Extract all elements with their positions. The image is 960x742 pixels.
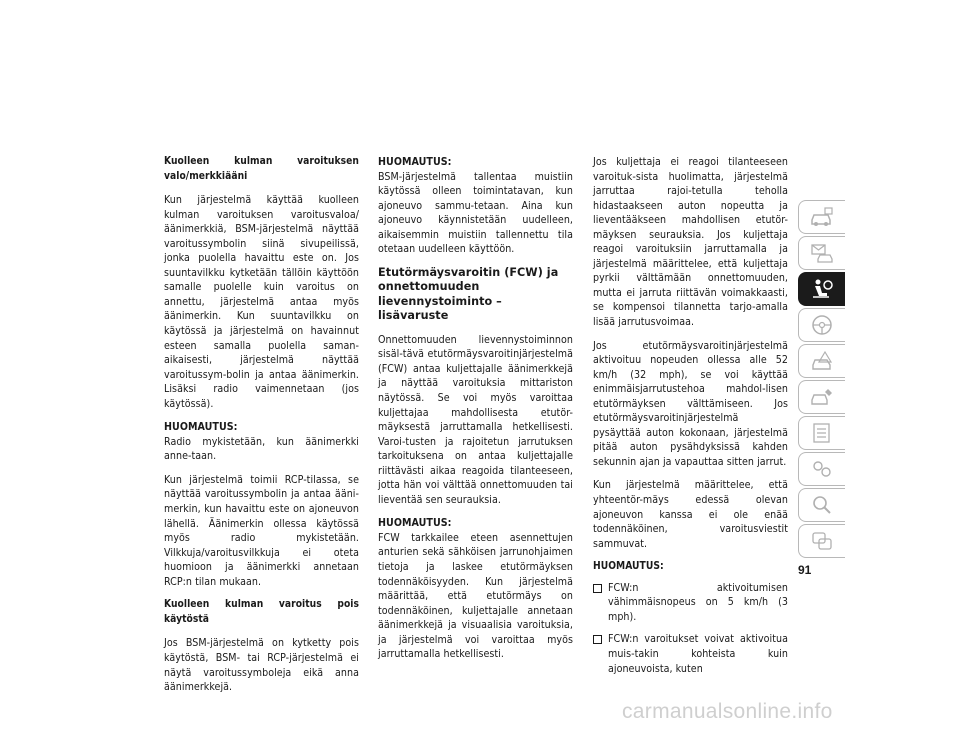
- bullet-list: [593, 581, 788, 676]
- language-icon: [809, 529, 835, 553]
- list-item-text: FCW:n varoitukset voivat aktivoitua muis-takin kohteista kuin ajoneuvoista, kuten: [608, 633, 788, 675]
- paragraph: Onnettomuuden lievennystoiminnon sisäl-tävä etutörmäysvaroitinjärjestelmä (FCW) antaa kuljettajalle äänimerkkejä ja näyttää varoituksia mittariston näytössä. Se voi myös varoittaa kuljettajaa mahdollisesta etutör-mäyksestä jarruttamalla hetkellisesti. Varoi-tusten ja rajoitetun jarrutuksen tarkoituksena on antaa kuljettajalle riittävästi aikaa reagoida tilanteeseen, jotta hän voi välttää onnettomuuden tai lieventää sen seurauksia.: [378, 333, 573, 506]
- steering-wheel-icon: [809, 313, 835, 337]
- tab-specifications[interactable]: [798, 416, 845, 450]
- note: [378, 155, 573, 257]
- paragraph: Kun järjestelmä toimii RCP-tilassa, se näyttää varoitussymbolin ja antaa ääni-merkin, kun havaittu este on ajoneuvon lähellä. Äänimerkin ollessa käytössä myös radio mykistetään. Vilkkuja/varoitusvilkkuja ei oteta huomioon ja äänimerkki annetaan RCP:n tilan mukaan.: [164, 473, 359, 588]
- section-title: Etutörmäysvaroitin (FCW) ja onnettomuuden lievennystoiminto – lisävaruste: [378, 265, 559, 323]
- note-text: FCW tarkkailee eteen asennettujen anturien sekä sähköisen jarrunohjaimen tietoja ja laskee etutörmäyksen todennäköisyyden. Kun järjestelmä määrittää, että etutörmäys on todennäköinen, kuljettajalle annetaan äänimerkkejä ja visuaalisia varoituksia, ja järjestelmä voi varoittaa myös jarruttamalla hetkellisesti.: [378, 531, 573, 661]
- watermark: carmanualsonline.info: [622, 700, 833, 723]
- list-item: [593, 581, 788, 625]
- note-label: HUOMAUTUS:: [378, 156, 452, 168]
- paragraph: Jos etutörmäysvaroitinjärjestelmä aktivoituu nopeuden ollessa alle 52 km/h (32 mph), se voi käyttää enimmäisjarrutustehoa mahdol-lisen etutörmäyksen välttämiseen. Jos etutörmäysvaroitinjärjestelmä pysäyttää auton kokonaan, järjestelmä pitää auton pysähdyksissä kahden sekunnin ajan ja vapauttaa sitten jarrut.: [593, 339, 788, 468]
- note-label: HUOMAUTUS:: [593, 561, 664, 573]
- note-label: HUOMAUTUS:: [164, 421, 238, 434]
- note: [164, 420, 359, 464]
- list-item: [593, 632, 788, 676]
- paragraph: Kun järjestelmä käyttää kuolleen kulman varoituksen varoitusvaloa/äänimerkkiä, BSM-järjestelmä näyttää varoitussymbolin siinä sivupeilissä, jonka puolella havaittu este on. Jos suuntavilkku kytketään tällöin käyttöön samalle puolelle kuin varoitus on annettu, järjestelmä antaa myös äänimerkin. Kun suuntavilkku on käytössä ja järjestelmä on havainnut esteen samalla puolella saman-aikaisesti, järjestelmä näyttää varoitussym-bolin ja antaa äänimerkin. Lisäksi radio vaimennetaan (jos käytössä).: [164, 194, 359, 410]
- car-service-icon: [809, 385, 835, 409]
- checkbox-bullet-icon: [593, 584, 602, 593]
- paragraph: Jos kuljettaja ei reagoi tilanteeseen varoituk-sista huolimatta, järjestelmä jarruttaa rajoi-tetulla teholla hidastaakseen auton nopeutta ja lieventääkseen mahdollisen etutör-mäyksen seurauksia. Jos kuljettaja reagoi varoituksiin jarruttamalla ja järjestelmä määrittelee, että kuljettaja pyrkii välttämään onnettomuuden, mutta ei jarruta riittävän voimakkaasti, se kompensoi tilannetta tarjo-amalla lisää jarrutusvoimaa.: [593, 156, 788, 329]
- note-text: Radio mykistetään, kun äänimerkki anne-taan.: [164, 435, 359, 463]
- airbag-seat-icon: [809, 277, 835, 301]
- tab-getting-started[interactable]: [798, 236, 845, 270]
- checkbox-bullet-icon: [593, 635, 602, 644]
- paragraph: Jos BSM-järjestelmä on kytketty pois käytöstä, BSM- tai RCP-järjestelmä ei näytä varoitussymboleja eikä anna äänimerkkejä.: [164, 637, 359, 694]
- tab-index[interactable]: [798, 488, 845, 522]
- list-item-text: FCW:n aktivoitumisen vähimmäisnopeus on 5 km/h (3 mph).: [608, 581, 788, 623]
- section-heading: Kuolleen kulman varoituksen valo/merkkiääni: [164, 156, 359, 182]
- section-heading: Kuolleen kulman varoitus pois käytöstä: [164, 599, 359, 625]
- note-text: BSM-järjestelmä tallentaa muistiin käytössä olleen toimintatavan, kun ajoneuvo sammu-tetaan. Aina kun ajoneuvo käynnistetään uudelleen, aikaisemmin muistiin tallennettu tila otetaan uudelleen käyttöön.: [378, 170, 573, 256]
- paragraph: Kun järjestelmä määrittelee, että yhteentör-mäys edessä olevan ajoneuvon kanssa ei ole enää todennäköinen, varoitusviestit sammuvat.: [593, 479, 788, 550]
- tab-emergency[interactable]: [798, 344, 845, 378]
- tab-safety[interactable]: [798, 272, 845, 306]
- column-1: [164, 155, 359, 704]
- note-label: HUOMAUTUS:: [378, 517, 452, 530]
- magnifier-icon: [809, 493, 835, 517]
- controls-icon: [809, 457, 835, 481]
- tab-service[interactable]: [798, 380, 845, 414]
- column-3: [593, 155, 788, 684]
- tab-driving[interactable]: [798, 308, 845, 342]
- tab-language[interactable]: [798, 524, 845, 558]
- car-info-icon: [809, 205, 835, 229]
- mail-car-icon: [809, 241, 835, 265]
- warning-car-icon: [809, 349, 835, 373]
- note: [378, 516, 573, 661]
- chapter-tabs: [798, 200, 846, 560]
- column-2: [378, 155, 573, 671]
- list-icon: [809, 421, 835, 445]
- tab-multimedia[interactable]: [798, 452, 845, 486]
- page-number: 91: [798, 563, 812, 577]
- tab-vehicle-info[interactable]: [798, 200, 845, 234]
